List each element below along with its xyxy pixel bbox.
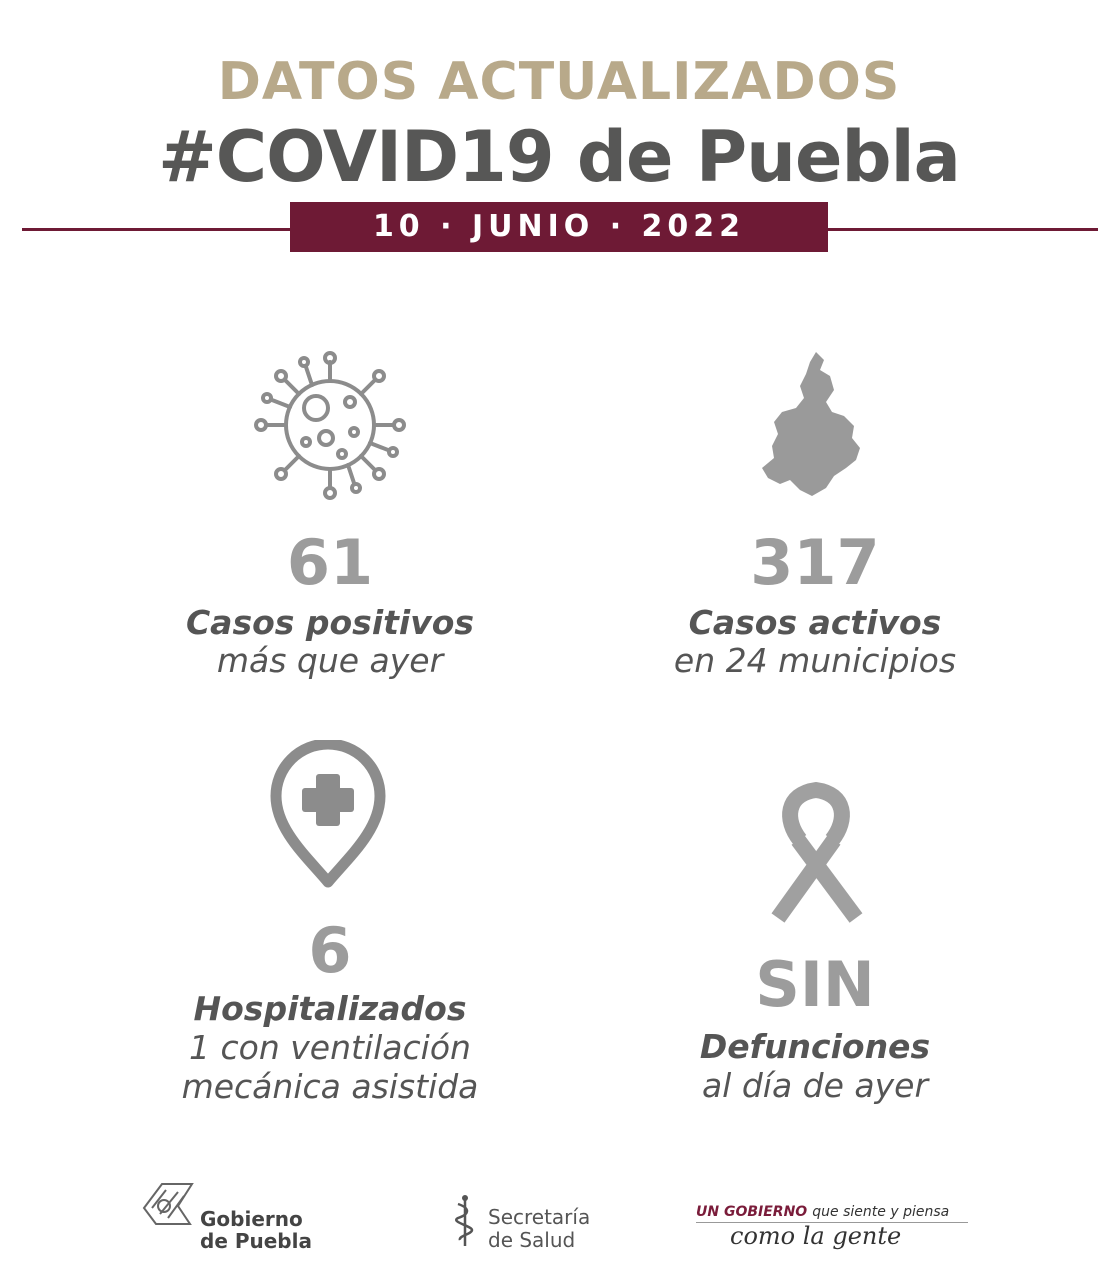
stat-sublabel-ventilation: mecánica asistida [181, 1067, 479, 1106]
slogan-bold: UN GOBIERNO [696, 1204, 808, 1220]
stat-value-deaths: SIN [755, 948, 875, 1021]
virus-icon [250, 350, 410, 500]
footer-salud-line1: Secretaría [488, 1205, 591, 1229]
stat-label-deaths: Defunciones [699, 1027, 931, 1066]
stat-sublabel-deaths: al día de ayer [701, 1066, 929, 1105]
gobierno-puebla-logo [138, 1178, 198, 1230]
stat-label-positive: Casos positivos [185, 603, 475, 642]
stat-value-positive: 61 [286, 526, 374, 599]
header-subtitle: DATOS ACTUALIZADOS [217, 52, 901, 112]
footer-salud-line2: de Salud [488, 1228, 576, 1252]
stat-value-hospitalized: 6 [308, 914, 352, 987]
slogan-line1 [696, 1201, 986, 1220]
stat-sublabel-hospitalized: 1 con ventilación [189, 1028, 471, 1067]
puebla-map-icon [760, 350, 870, 500]
slogan-script: como la gente [730, 1222, 902, 1250]
footer-gov-line2: de Puebla [200, 1229, 312, 1253]
divider-left [22, 228, 292, 231]
stat-sublabel-active: en 24 municipios [673, 641, 957, 680]
footer-gov-line1: Gobierno [200, 1207, 303, 1231]
stat-value-active: 317 [750, 526, 880, 599]
slogan-rest: que siente y piensa [812, 1204, 950, 1220]
date-badge: 10 · JUNIO · 2022 [290, 202, 828, 252]
page-title: #COVID19 de Puebla [158, 116, 960, 198]
hospital-pin-icon [268, 740, 388, 890]
divider-right [826, 228, 1098, 231]
caduceus-icon [452, 1194, 478, 1248]
stat-sublabel-positive: más que ayer [216, 641, 444, 680]
stat-label-hospitalized: Hospitalizados [193, 989, 467, 1028]
stat-label-active: Casos activos [688, 603, 942, 642]
ribbon-icon [762, 780, 872, 925]
